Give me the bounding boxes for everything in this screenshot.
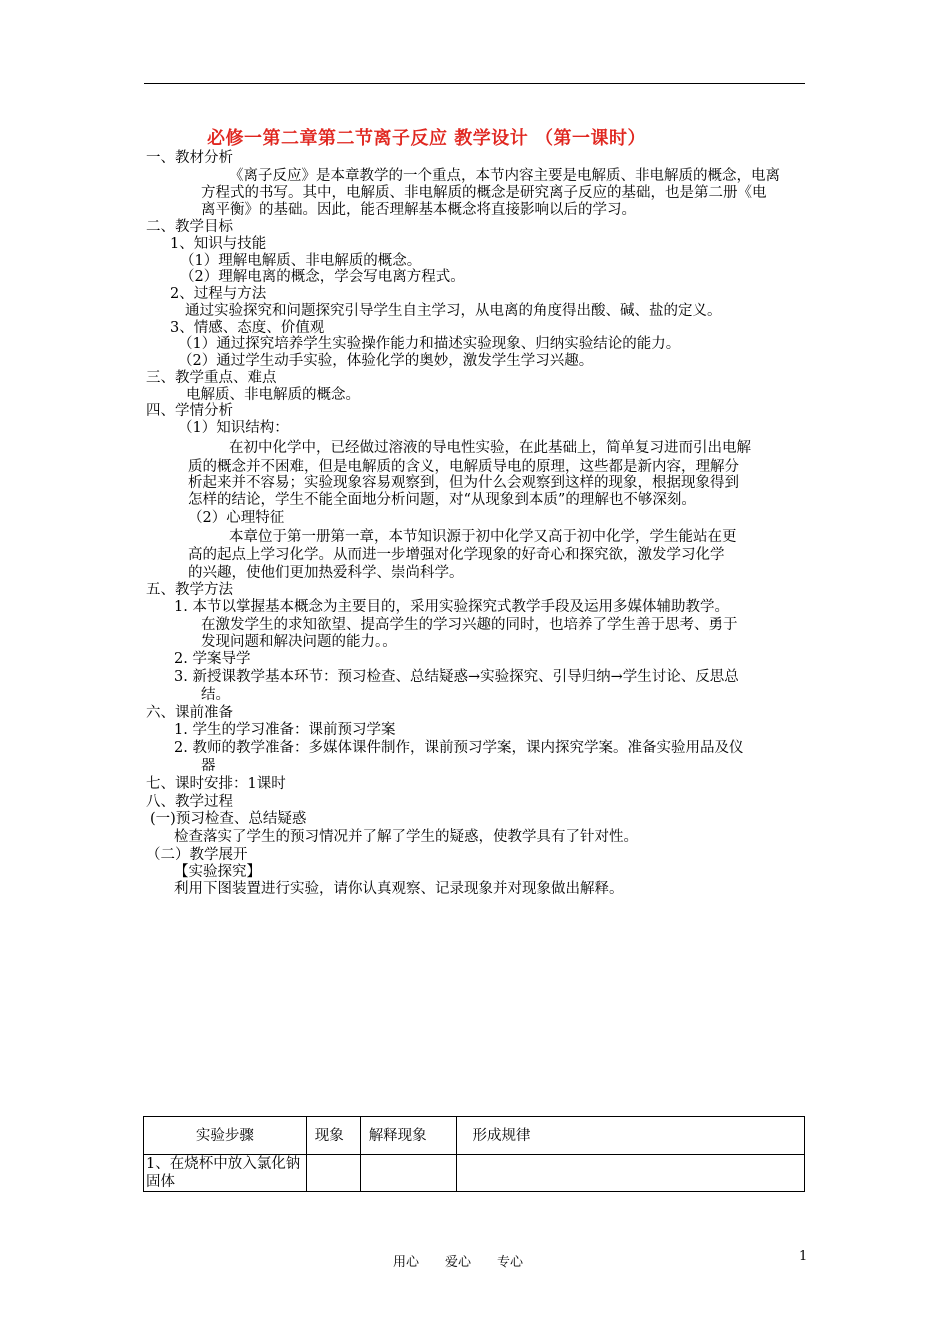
subheading: 3、情感、态度、价值观 (170, 320, 325, 336)
document-title: 必修一第二章第二节离子反应 教学设计 （第一课时） (207, 128, 647, 149)
subheading: 1、知识与技能 (170, 236, 267, 252)
section-heading-3: 三、教学重点、难点 (146, 370, 277, 386)
paragraph-line: 质的概念并不困难，但是电解质的含义，电解质导电的原理，这些都是新内容，理解分 (188, 459, 739, 475)
subheading: (一)预习检查、总结疑惑 (150, 811, 307, 827)
list-item: （1）通过探究培养学生实验操作能力和描述实验现象、归纳实验结论的能力。 (178, 336, 681, 352)
table-header-cell: 现象 (306, 1117, 360, 1155)
subheading: （二）教学展开 (146, 847, 248, 863)
page-number: 1 (799, 1249, 808, 1264)
paragraph-line: 在初中化学中，已经做过溶液的导电性实验，在此基础上，简单复习进而引出电解 (229, 440, 751, 456)
subheading: 【实验探究】 (174, 864, 261, 880)
list-item: （1）理解电解质、非电解质的概念。 (180, 253, 422, 269)
table-header-cell: 解释现象 (360, 1117, 456, 1155)
list-item: 2. 学案导学 (174, 651, 251, 667)
experiment-table (143, 1116, 805, 1192)
paragraph-line: 器 (201, 758, 216, 774)
list-item: 2. 教师的教学准备：多媒体课件制作，课前预习学案，课内探究学案。准备实验用品及仪 (174, 740, 744, 756)
subheading: （2）心理特征 (188, 510, 285, 526)
paragraph-line: 发现问题和解决问题的能力。。 (201, 634, 397, 650)
table-cell (456, 1155, 804, 1192)
paragraph-line: 怎样的结论，学生不能全面地分析问题，对“从现象到本质”的理解也不够深刻。 (188, 492, 696, 508)
paragraph-line: 高的起点上学习化学。从而进一步增强对化学现象的好奇心和探究欲，激发学习化学 (188, 547, 725, 563)
table-cell (306, 1155, 360, 1192)
paragraph-line: 《离子反应》是本章教学的一个重点，本节内容主要是电解质、非电解质的概念，电离 (229, 168, 780, 184)
paragraph-line: 结。 (201, 687, 230, 703)
header-rule (144, 83, 805, 84)
paragraph-line: 本章位于第一册第一章，本节知识源于初中化学又高于初中化学，学生能站在更 (229, 529, 737, 545)
paragraph-line: 析起来并不容易；实验现象容易观察到，但为什么会观察到这样的现象，根据现象得到 (188, 475, 739, 491)
paragraph-line: 在激发学生的求知欲望、提高学生的学习兴趣的同时，也培养了学生善于思考、勇于 (201, 617, 738, 633)
list-item: 3. 新授课教学基本环节：预习检查、总结疑惑→实验探究、引导归纳→学生讨论、反思总 (174, 669, 739, 685)
section-heading-6: 六、课前准备 (146, 705, 233, 721)
paragraph-line: 方程式的书写。其中，电解质、非电解质的概念是研究离子反应的基础，也是第二册《电 (201, 185, 767, 201)
paragraph-line: 利用下图装置进行实验，请你认真观察、记录现象并对现象做出解释。 (174, 881, 624, 897)
section-heading-4: 四、学情分析 (146, 403, 233, 419)
table-header-row (144, 1117, 805, 1155)
table-row (144, 1155, 805, 1192)
paragraph-line: 电解质、非电解质的概念。 (186, 387, 360, 403)
list-item: 1. 本节以掌握基本概念为主要目的，采用实验探究式教学手段及运用多媒体辅助教学。 (174, 599, 729, 615)
list-item: 1. 学生的学习准备：课前预习学案 (174, 722, 396, 738)
subheading: 2、过程与方法 (170, 286, 267, 302)
list-item: （2）理解电离的概念，学会写电离方程式。 (180, 269, 465, 285)
section-heading-7: 七、课时安排：1课时 (146, 776, 286, 792)
section-heading-8: 八、教学过程 (146, 794, 233, 810)
section-heading-1: 一、教材分析 (146, 150, 233, 166)
section-heading-2: 二、教学目标 (146, 219, 233, 235)
paragraph-line: 离平衡》的基础。因此，能否理解基本概念将直接影响以后的学习。 (201, 202, 636, 218)
table-header-cell: 形成规律 (456, 1117, 804, 1155)
table-header-cell: 实验步骤 (144, 1117, 307, 1155)
table-cell (360, 1155, 456, 1192)
subheading: （1）知识结构： (178, 420, 289, 436)
paragraph-line: 的兴趣，使他们更加热爱科学、崇尚科学。 (188, 565, 464, 581)
paragraph-line: 通过实验探究和问题探究引导学生自主学习，从电离的角度得出酸、碱、盐的定义。 (185, 303, 722, 319)
paragraph-line: 检查落实了学生的预习情况并了解了学生的疑惑，使教学具有了针对性。 (174, 829, 638, 845)
footer-text: 用心 爱心 专心 (393, 1255, 524, 1270)
list-item: （2）通过学生动手实验，体验化学的奥妙，激发学生学习兴趣。 (178, 353, 594, 369)
table-cell: 1、在烧杯中放入氯化钠固体 (144, 1155, 307, 1192)
section-heading-5: 五、教学方法 (146, 582, 233, 598)
